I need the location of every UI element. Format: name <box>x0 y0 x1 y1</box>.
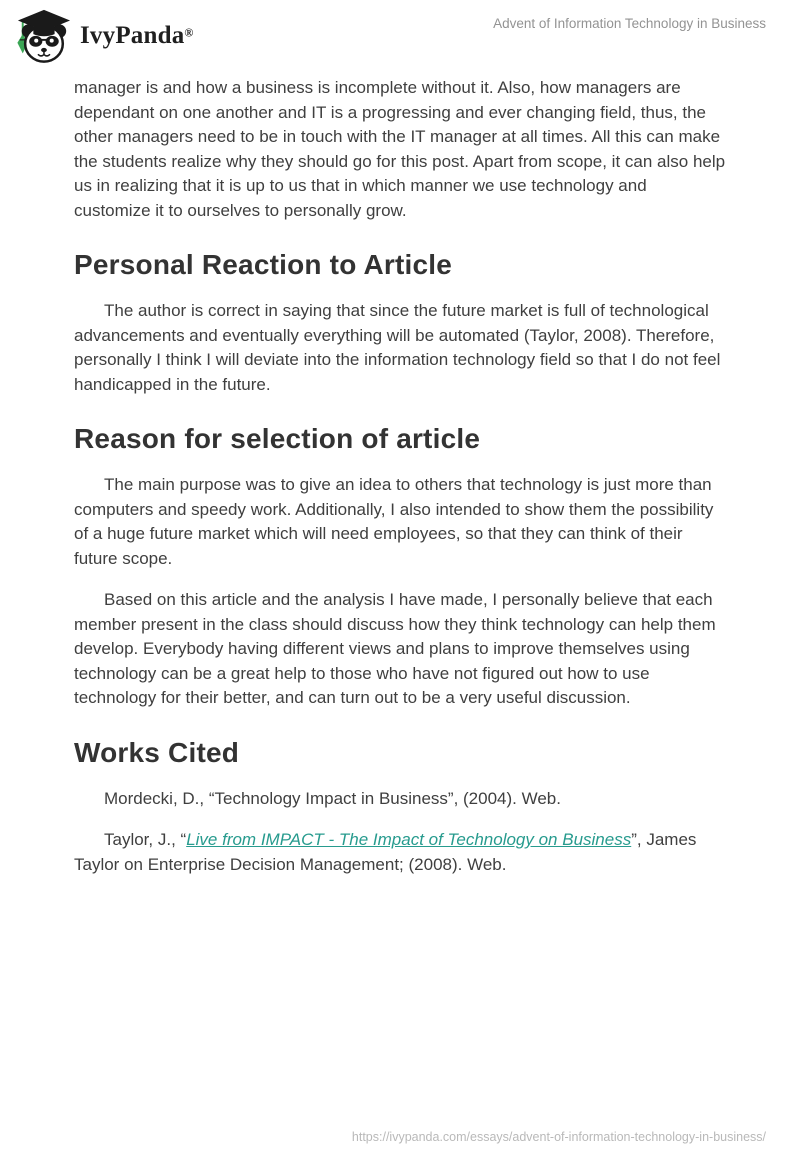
paragraph-continuation: manager is and how a business is incomplete without it. Also, how managers are dependant on one another and IT is a progressing and ever changing field, thus, the other managers need to be in touch with the IT manager at all times. All this can make the students realize why they should go for this post. Apart from scope, it can also help us in realizing that it is up to us that in which manner we use technology and customize it to ourselves to personally grow. <box>74 78 726 220</box>
document-title: Advent of Information Technology in Business <box>493 16 766 31</box>
paragraph-reason-1: The main purpose was to give an idea to others that technology is just more than computers and speedy work. Additionally, I also intended to show them the possibility of a huge future market which will need employees, so that they can think of their future scope. <box>74 475 714 568</box>
page-footer <box>352 1130 766 1144</box>
heading-personal-reaction: Personal Reaction to Article <box>74 249 452 280</box>
source-url: https://ivypanda.com/essays/advent-of-information-technology-in-business/ <box>351 1130 766 1144</box>
heading-reason-selection: Reason for selection of article <box>74 423 481 454</box>
paragraph-personal-reaction: The author is correct in saying that since the future market is full of technological advancements and eventually everything will be automated (Taylor, 2008). Therefore, personally I think I will deviate into the information technology field so that I do not feel handicapped in the future. <box>74 301 721 394</box>
essay-content <box>74 76 726 877</box>
taylor-article-link[interactable]: Live from IMPACT - The Impact of Technology on Business <box>186 830 632 849</box>
citation-taylor-prefix: Taylor, J., “ <box>104 830 187 849</box>
ivypanda-logo[interactable] <box>12 8 193 64</box>
heading-works-cited: Works Cited <box>74 736 240 768</box>
logo-text: IvyPanda <box>80 22 185 49</box>
registered-mark: ® <box>184 25 194 40</box>
citation-taylor-suffix: ”, James Taylor on Enterprise Decision Management; (2008). Web. <box>74 830 697 874</box>
paragraph-reason-2: Based on this article and the analysis I have made, I personally believe that each member present in the class should discuss how they think technology can help them develop. Everybody having different views and plans to improve themselves using technology can be a great help to those who have not figured out how to use technology for their better, and can turn out to be a very useful discussion. <box>74 590 716 707</box>
citation-mordecki: Mordecki, D., “Technology Impact in Business”, (2004). Web. <box>104 788 561 808</box>
citation-taylor <box>74 828 726 877</box>
page-header <box>0 0 800 64</box>
panda-graduate-icon <box>12 8 74 64</box>
